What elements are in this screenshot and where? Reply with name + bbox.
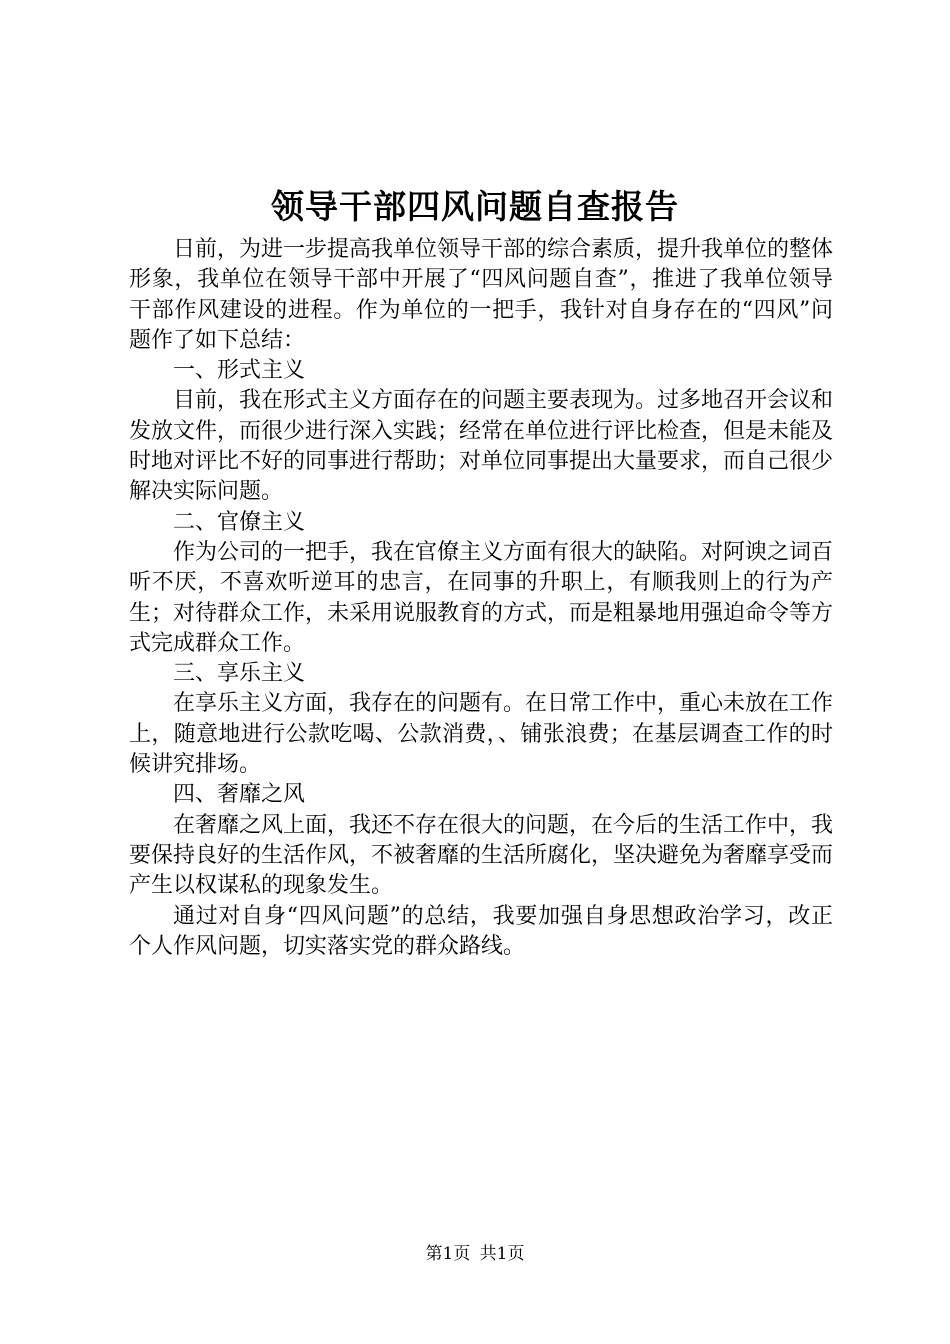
section-heading-hedonism: 三、享乐主义: [173, 661, 306, 687]
section-heading-bureaucratism: 二、官僚主义: [173, 509, 306, 535]
section-heading-extravagance: 四、奢靡之风: [173, 782, 306, 808]
intro-paragraph: 日前，为进一步提高我单位领导干部的综合素质，提升我单位的整体形象，我单位在领导干部中开展了“四风问题自查”，推进了我单位领导干部作风建设的进程。作为单位的一把手，我针对自身存在的“四风”问题作了如下总结：: [129, 237, 834, 353]
page-number-current: 第1页: [425, 1244, 471, 1264]
section-text-formalism: 目前，我在形式主义方面存在的问题主要表现为。过多地召开会议和发放文件，而很少进行深入实践；经常在单位进行评比检查，但是未能及时地对评比不好的同事进行帮助；对单位同事提出大量要求，而自己很少解决实际问题。: [129, 388, 834, 505]
section-text-bureaucratism: 作为公司的一把手，我在官僚主义方面有很大的缺陷。对阿谀之词百听不厌，不喜欢听逆耳的忠言，在同事的升职上，有顺我则上的行为产生；对待群众工作，未采用说服教育的方式，而是粗暴地用强迫命令等方式完成群众工作。: [129, 539, 834, 656]
page-footer: [0, 1242, 950, 1266]
section-text-hedonism: 在享乐主义方面，我存在的问题有。在日常工作中，重心未放在工作上，随意地进行公款吃喝、公款消费，、铺张浪费；在基层调查工作的时候讲究排场。: [129, 691, 834, 778]
page-number-total: 共1页: [479, 1244, 525, 1264]
document-body: [129, 235, 833, 962]
section-heading-formalism: 一、形式主义: [173, 358, 306, 384]
section-text-extravagance: 在奢靡之风上面，我还不存在很大的问题，在今后的生活工作中，我要保持良好的生活作风，不被奢靡的生活所腐化，坚决避免为奢靡享受而产生以权谋私的现象发生。: [129, 812, 834, 899]
document-title: 领导干部四风问题自查报告: [271, 187, 679, 226]
conclusion-paragraph: 通过对自身“四风问题”的总结，我要加强自身思想政治学习，改正个人作风问题，切实落实党的群众路线。: [129, 903, 833, 959]
